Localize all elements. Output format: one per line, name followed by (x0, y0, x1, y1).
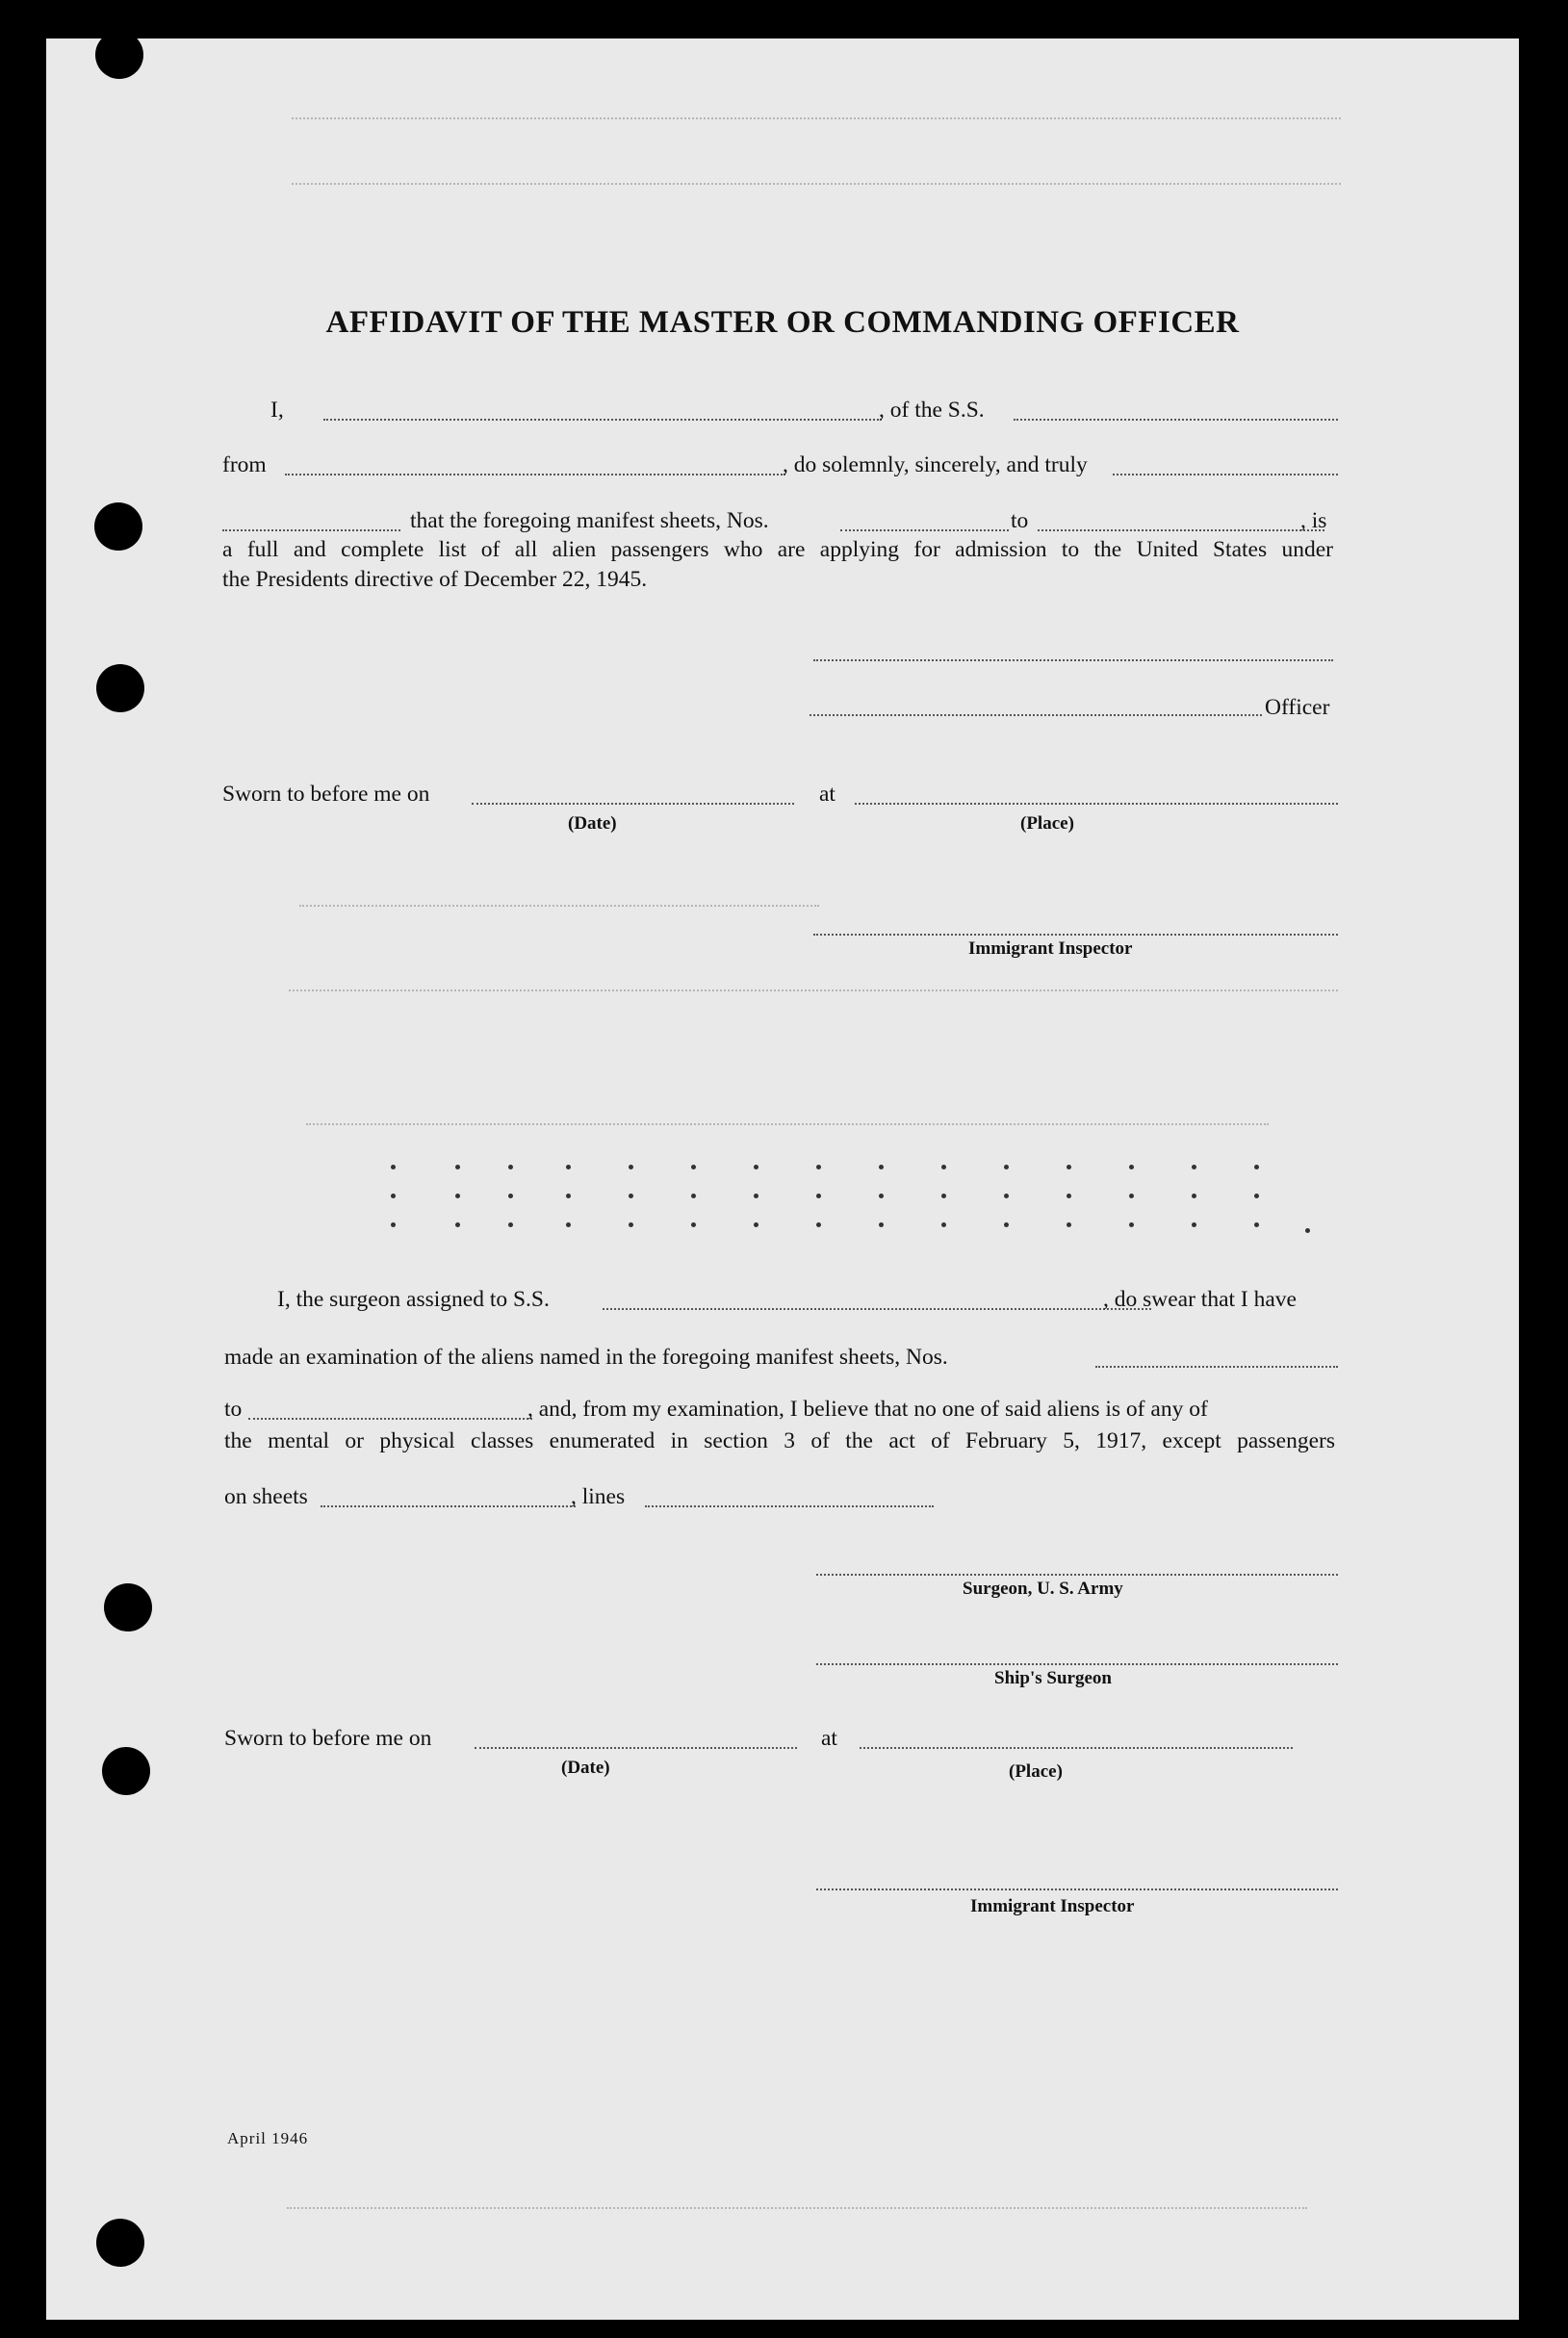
surgeon-sworn-date-field[interactable] (475, 1747, 797, 1749)
master-name-field[interactable] (323, 419, 882, 421)
of-ss-label: , of the S.S. (879, 398, 985, 423)
place-caption: (Place) (1020, 813, 1074, 834)
is-label: , is (1300, 508, 1327, 533)
header-faint-line (292, 117, 1341, 119)
surgeon-sworn-place-field[interactable] (860, 1747, 1293, 1749)
lines-label: , lines (571, 1484, 626, 1509)
sheet-from-field[interactable] (840, 529, 1009, 531)
form-date: April 1946 (227, 2129, 309, 2147)
inspector-label: Immigrant Inspector (968, 938, 1133, 959)
surgeon-line-1-start: I, the surgeon assigned to S.S. (277, 1287, 550, 1312)
date-caption: (Date) (568, 813, 617, 834)
manifest-phrase: that the foregoing manifest sheets, Nos. (410, 508, 769, 533)
punch-hole (95, 31, 143, 79)
surgeon-ship-field[interactable] (603, 1308, 1151, 1310)
declaration-line-3: the Presidents directive of December 22, 1945. (222, 567, 648, 592)
officer-signature-line-1[interactable] (813, 659, 1333, 661)
surgeon-to-label: to (224, 1397, 243, 1422)
solemnly-text: , do solemnly, sincerely, and truly (783, 452, 1088, 477)
header-faint-line (292, 183, 1341, 185)
surgeon-line-1-end: , do swear that I have (1103, 1287, 1297, 1312)
to-label: to (1011, 508, 1029, 533)
except-lines-field[interactable] (645, 1505, 934, 1507)
from-port-field[interactable] (285, 474, 785, 475)
punch-hole (94, 502, 142, 551)
sheet-to-field[interactable] (1038, 529, 1324, 531)
surgeon-inspector-signature-line[interactable] (816, 1888, 1338, 1890)
surgeon-sheet-from-field[interactable] (1095, 1366, 1338, 1368)
footer-faint-line (287, 2207, 1307, 2209)
on-sheets-label: on sheets (224, 1484, 308, 1509)
inspector-signature-line[interactable] (813, 934, 1338, 936)
punch-hole (96, 2219, 144, 2267)
officer-label: Officer (1265, 695, 1330, 720)
at-label: at (819, 782, 835, 807)
page-title: AFFIDAVIT OF THE MASTER OR COMMANDING OFFICER (325, 305, 1240, 340)
sworn-label: Sworn to before me on (222, 782, 430, 807)
i-label: I, (270, 398, 284, 423)
army-surgeon-signature-line[interactable] (816, 1574, 1338, 1576)
surgeon-at-label: at (821, 1726, 837, 1751)
surgeon-line-3-end: , and, from my examination, I believe that no one of said aliens is of any of (527, 1397, 1208, 1422)
punch-hole (104, 1583, 152, 1631)
surgeon-place-caption: (Place) (1009, 1761, 1063, 1782)
surgeon-date-caption: (Date) (561, 1758, 610, 1778)
ship-surgeon-signature-line[interactable] (816, 1663, 1338, 1665)
faint-line (289, 989, 1338, 991)
faint-line (306, 1123, 1269, 1125)
from-label: from (222, 452, 267, 477)
officer-signature-line-2[interactable] (810, 714, 1262, 716)
faint-line (299, 905, 819, 907)
surgeon-line-4: the mental or physical classes enumerated in section 3 of the act of February 5, 1917, except passengers (224, 1428, 1335, 1453)
surgeon-sworn-label: Sworn to before me on (224, 1726, 432, 1751)
surgeon-sheet-to-field[interactable] (248, 1418, 532, 1420)
sworn-place-field[interactable] (855, 803, 1338, 805)
surgeon-inspector-label: Immigrant Inspector (970, 1896, 1135, 1916)
truly-field[interactable] (1113, 474, 1338, 475)
punch-hole (96, 664, 144, 712)
ship-surgeon-label: Ship's Surgeon (994, 1668, 1112, 1688)
punch-hole (102, 1747, 150, 1795)
document-page (46, 39, 1519, 2320)
surgeon-line-2: made an examination of the aliens named in the foregoing manifest sheets, Nos. (224, 1345, 948, 1370)
except-sheets-field[interactable] (321, 1505, 576, 1507)
army-surgeon-label: Surgeon, U. S. Army (963, 1579, 1123, 1599)
ship-name-field[interactable] (1014, 419, 1338, 421)
sworn-date-field[interactable] (472, 803, 794, 805)
declaration-line-2: a full and complete list of all alien passengers who are applying for admission to the United States under (222, 537, 1333, 562)
declaration-field[interactable] (222, 529, 400, 531)
